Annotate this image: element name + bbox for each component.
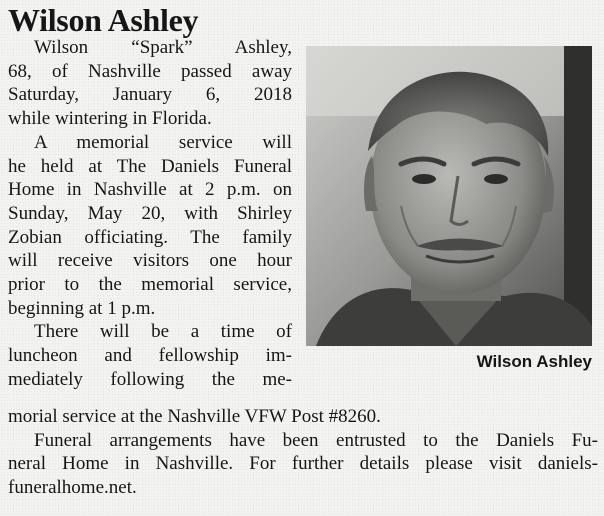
body-line: morial service at the Nashville VFW Post #8260.: [8, 406, 381, 427]
body-line: A memorial service will: [34, 131, 292, 153]
body-line: Home in Nashville at 2 p.m. on: [8, 179, 292, 201]
body-line: Zobian officiating. The family: [8, 226, 292, 248]
body-line: luncheon and fellowship im-: [8, 345, 292, 367]
obituary-body-column: [8, 36, 292, 392]
body-line: mediately following the me-: [8, 368, 292, 390]
body-line: he held at The Daniels Funeral: [8, 155, 292, 177]
body-line: neral Home in Nashville. For further details please visit daniels-: [8, 453, 598, 475]
body-line: There will be a time of: [34, 321, 292, 343]
obituary-headline: Wilson Ashley: [8, 2, 199, 38]
body-line: beginning at 1 p.m.: [8, 297, 156, 319]
obituary-body-wide: [8, 405, 598, 500]
body-line: Wilson “Spark” Ashley,: [34, 37, 292, 58]
body-line: will receive visitors one hour: [8, 250, 292, 272]
body-line: prior to the memorial service,: [8, 274, 292, 296]
photo-caption: Wilson Ashley: [476, 352, 592, 371]
body-line: funeralhome.net.: [8, 477, 137, 499]
body-line: Funeral arrangements have been entrusted to the Daniels Fu-: [34, 429, 598, 451]
body-line: 68, of Nashville passed away: [8, 60, 292, 82]
body-line: Sunday, May 20, with Shirley: [8, 202, 292, 224]
body-line: Saturday, January 6, 2018: [8, 84, 292, 106]
portrait-photo: [306, 46, 592, 346]
body-line: while wintering in Florida.: [8, 108, 212, 130]
